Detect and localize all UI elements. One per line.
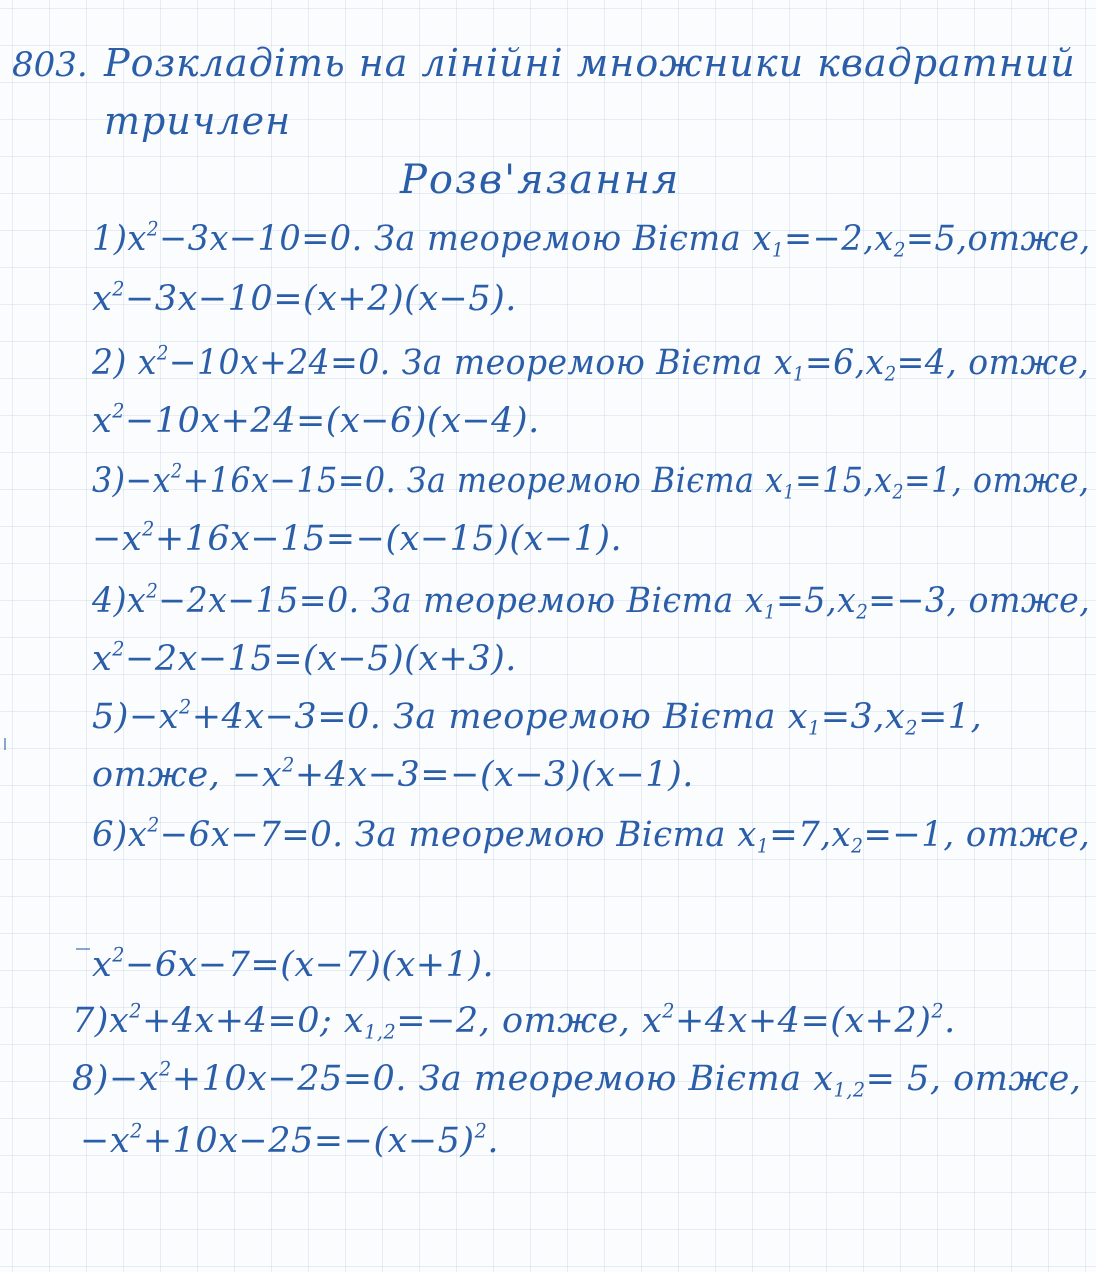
item-number: 6)	[92, 815, 128, 855]
equals-sign: =	[820, 697, 851, 737]
separator: ,	[820, 815, 832, 855]
equals-sign: =	[903, 461, 932, 501]
root-value: =−2	[396, 1001, 479, 1041]
item-3-equation-line	[92, 459, 1090, 504]
item-8-equation-line	[72, 1057, 1082, 1102]
root-label: x	[744, 581, 765, 621]
vieta-phrase: За теоремою Вієта	[373, 219, 742, 259]
root-label: x	[773, 343, 793, 383]
root-label: x	[874, 461, 893, 501]
power: 2	[112, 399, 125, 423]
power: 2	[142, 517, 155, 541]
hence-word: отже,	[967, 219, 1091, 259]
item-number: 3)	[92, 461, 126, 501]
root-label: x	[837, 581, 857, 621]
item-number: 1)	[92, 219, 128, 259]
vieta-phrase: За теоремою Вієта	[354, 815, 726, 855]
root-1: −2	[812, 219, 864, 259]
vieta-phrase: За теоремою Вієта	[393, 697, 777, 737]
power: 2	[931, 999, 945, 1023]
vieta-phrase: За теоремою Вієта	[370, 581, 734, 621]
power: 2	[130, 1119, 143, 1143]
separator: ,	[825, 581, 838, 621]
equals-sign: =	[769, 815, 799, 855]
equation-rest: −3x−10=0.	[159, 219, 363, 259]
root-1: 5	[804, 581, 826, 621]
equation-lead: x	[127, 581, 147, 621]
power: 2	[112, 637, 125, 661]
item-1-factorization-line	[92, 277, 517, 319]
item-6-factorization-line	[92, 943, 495, 985]
item-2-equation-line	[92, 341, 1090, 386]
root-label: x	[787, 697, 808, 737]
root-index: 2	[905, 716, 918, 740]
separator: ,	[929, 1059, 942, 1099]
root-label: x	[874, 219, 894, 259]
equation-rest: −10x+24=0.	[168, 343, 391, 383]
equals-sign: =	[784, 219, 813, 259]
separator: ,	[863, 219, 875, 259]
hence-word: отже,	[972, 461, 1090, 501]
factor-rest: −3x−10=(x+2)(x−5).	[125, 279, 517, 319]
equation-rest: +10x−25=0.	[171, 1059, 407, 1099]
root-index: 2	[893, 238, 906, 262]
separator: ,	[970, 697, 983, 737]
equals-sign: =	[905, 219, 935, 259]
root-1: 15	[822, 461, 864, 501]
scan-mark	[4, 738, 6, 750]
vieta-phrase: За теоремою Вієта	[406, 461, 755, 501]
separator: ,	[946, 581, 958, 621]
vieta-phrase: За теоремою Вієта	[401, 343, 763, 383]
root-label: x	[884, 697, 906, 737]
equation-lead: −x	[108, 1059, 160, 1099]
problem-number: 803.	[12, 45, 88, 85]
equation-lead: x	[137, 343, 157, 383]
scan-mark	[76, 948, 90, 950]
equation-lead: x	[127, 815, 148, 855]
hence-word: отже,	[968, 581, 1091, 621]
root-index: 1	[792, 362, 805, 386]
hence-word: отже,	[953, 1059, 1082, 1099]
item-7-line	[72, 999, 956, 1044]
root-index: 1	[764, 600, 777, 624]
root-label: x	[765, 461, 784, 501]
item-5-factorization-line	[92, 753, 694, 795]
problem-statement-line1: Розкладіть на лінійні множники квадратний	[104, 41, 1076, 85]
separator: ,	[854, 343, 866, 383]
factor-end: .	[944, 1001, 956, 1041]
power: 2	[179, 695, 192, 719]
root-label: x	[865, 343, 885, 383]
equation-rest: +16x−15=0.	[182, 461, 397, 501]
separator: ,	[956, 219, 968, 259]
equation-lead: x	[108, 1001, 130, 1041]
factor-rest: +4x+4=(x+2)	[675, 1001, 932, 1041]
factor-lead: x	[92, 401, 113, 441]
separator: ,	[943, 815, 955, 855]
hence-word: отже,	[92, 755, 221, 795]
root-label: x	[831, 815, 852, 855]
power: 2	[146, 217, 160, 241]
item-4-equation-line	[92, 579, 1091, 624]
root-index: 2	[856, 600, 869, 624]
equals-sign: =	[804, 343, 834, 383]
item-number: 8)	[72, 1059, 109, 1099]
power: 2	[112, 277, 125, 301]
item-5-equation-line	[92, 695, 983, 740]
item-6-equation-line	[92, 813, 1091, 858]
factor-lead: −x	[80, 1121, 131, 1161]
equals-sign: =	[776, 581, 805, 621]
factor-lead: x	[92, 279, 113, 319]
equals-sign: =	[863, 815, 893, 855]
power: 2	[282, 753, 295, 777]
power: 2	[156, 341, 169, 365]
factor-rest: +10x−25=−(x−5)	[142, 1121, 475, 1161]
equation-lead: −x	[128, 697, 180, 737]
separator: ,	[863, 461, 875, 501]
equation-rest: +4x+4=0	[141, 1001, 320, 1041]
root-label: x	[813, 1059, 834, 1099]
factor-rest: −6x−7=(x−7)(x+1).	[125, 945, 495, 985]
equation-rest: +4x−3=0.	[191, 697, 382, 737]
item-number: 4)	[92, 581, 128, 621]
item-4-factorization-line	[92, 637, 517, 679]
root-index: 1,2	[833, 1078, 866, 1102]
separator: ,	[873, 697, 885, 737]
hence-word: отже,	[968, 343, 1090, 383]
power: 2	[159, 1057, 172, 1081]
equals-sign: =	[917, 697, 948, 737]
item-3-factorization-line	[92, 517, 623, 559]
root-index: 2	[851, 834, 864, 858]
equals-sign: =	[896, 343, 925, 383]
root-index: 1	[756, 834, 770, 858]
power: 2	[662, 999, 676, 1023]
root-index: 1,2	[364, 1020, 397, 1044]
root-index: 1	[771, 238, 785, 262]
factor-lead: −x	[232, 755, 283, 795]
root-index: 2	[892, 480, 904, 504]
power: 2	[146, 579, 159, 603]
factor-lead: −x	[92, 519, 143, 559]
root-label: x	[343, 1001, 365, 1041]
root-2: 4	[924, 343, 947, 383]
root-2: 1	[931, 461, 952, 501]
hence-word: отже,	[501, 1001, 631, 1041]
factor-end: .	[487, 1121, 499, 1161]
separator: ,	[478, 1001, 491, 1041]
item-number: 5)	[92, 697, 129, 737]
root-label: x	[752, 219, 772, 259]
equation-lead: −x	[125, 461, 172, 501]
power: 2	[112, 943, 125, 967]
root-2: −3	[896, 581, 947, 621]
root-1: 7	[798, 815, 821, 855]
separator: ,	[951, 461, 963, 501]
problem-statement-line2: тричлен	[104, 99, 292, 143]
root-1: 6	[833, 343, 855, 383]
item-8-factorization-line	[80, 1119, 499, 1161]
root-index: 2	[884, 362, 897, 386]
separator: ,	[946, 343, 958, 383]
separator: ;	[319, 1001, 333, 1041]
factor-lead: x	[92, 945, 113, 985]
equation-lead: x	[127, 219, 147, 259]
equation-rest: −2x−15=0.	[158, 581, 360, 621]
item-2-factorization-line	[92, 399, 540, 441]
hence-word: отже,	[965, 815, 1091, 855]
power: 2	[147, 813, 160, 837]
root-1: 3	[850, 697, 874, 737]
item-1-equation-line	[92, 217, 1091, 262]
root-2: −1	[892, 815, 944, 855]
item-number: 7)	[72, 1001, 109, 1041]
root-2: 1	[947, 697, 971, 737]
solution-heading: Розв'язання	[400, 157, 681, 203]
root-2: 5	[934, 219, 957, 259]
equation-rest: −6x−7=0.	[159, 815, 344, 855]
root-index: 1	[807, 716, 821, 740]
power: 2	[171, 459, 183, 483]
power: 2	[129, 999, 142, 1023]
factor-lead: x	[92, 639, 113, 679]
factor-lead: x	[642, 1001, 663, 1041]
root-index: 1	[783, 480, 796, 504]
item-number: 2)	[92, 343, 127, 383]
equals-sign: =	[795, 461, 823, 501]
root-value: = 5	[865, 1059, 930, 1099]
factor-rest: +16x−15=−(x−15)(x−1).	[154, 519, 623, 559]
factor-rest: −2x−15=(x−5)(x+3).	[125, 639, 517, 679]
root-label: x	[737, 815, 757, 855]
factor-rest: +4x−3=−(x−3)(x−1).	[294, 755, 694, 795]
factor-rest: −10x+24=(x−6)(x−4).	[125, 401, 540, 441]
power: 2	[474, 1119, 488, 1143]
vieta-phrase: За теоремою Вієта	[418, 1059, 802, 1099]
equals-sign: =	[868, 581, 897, 621]
